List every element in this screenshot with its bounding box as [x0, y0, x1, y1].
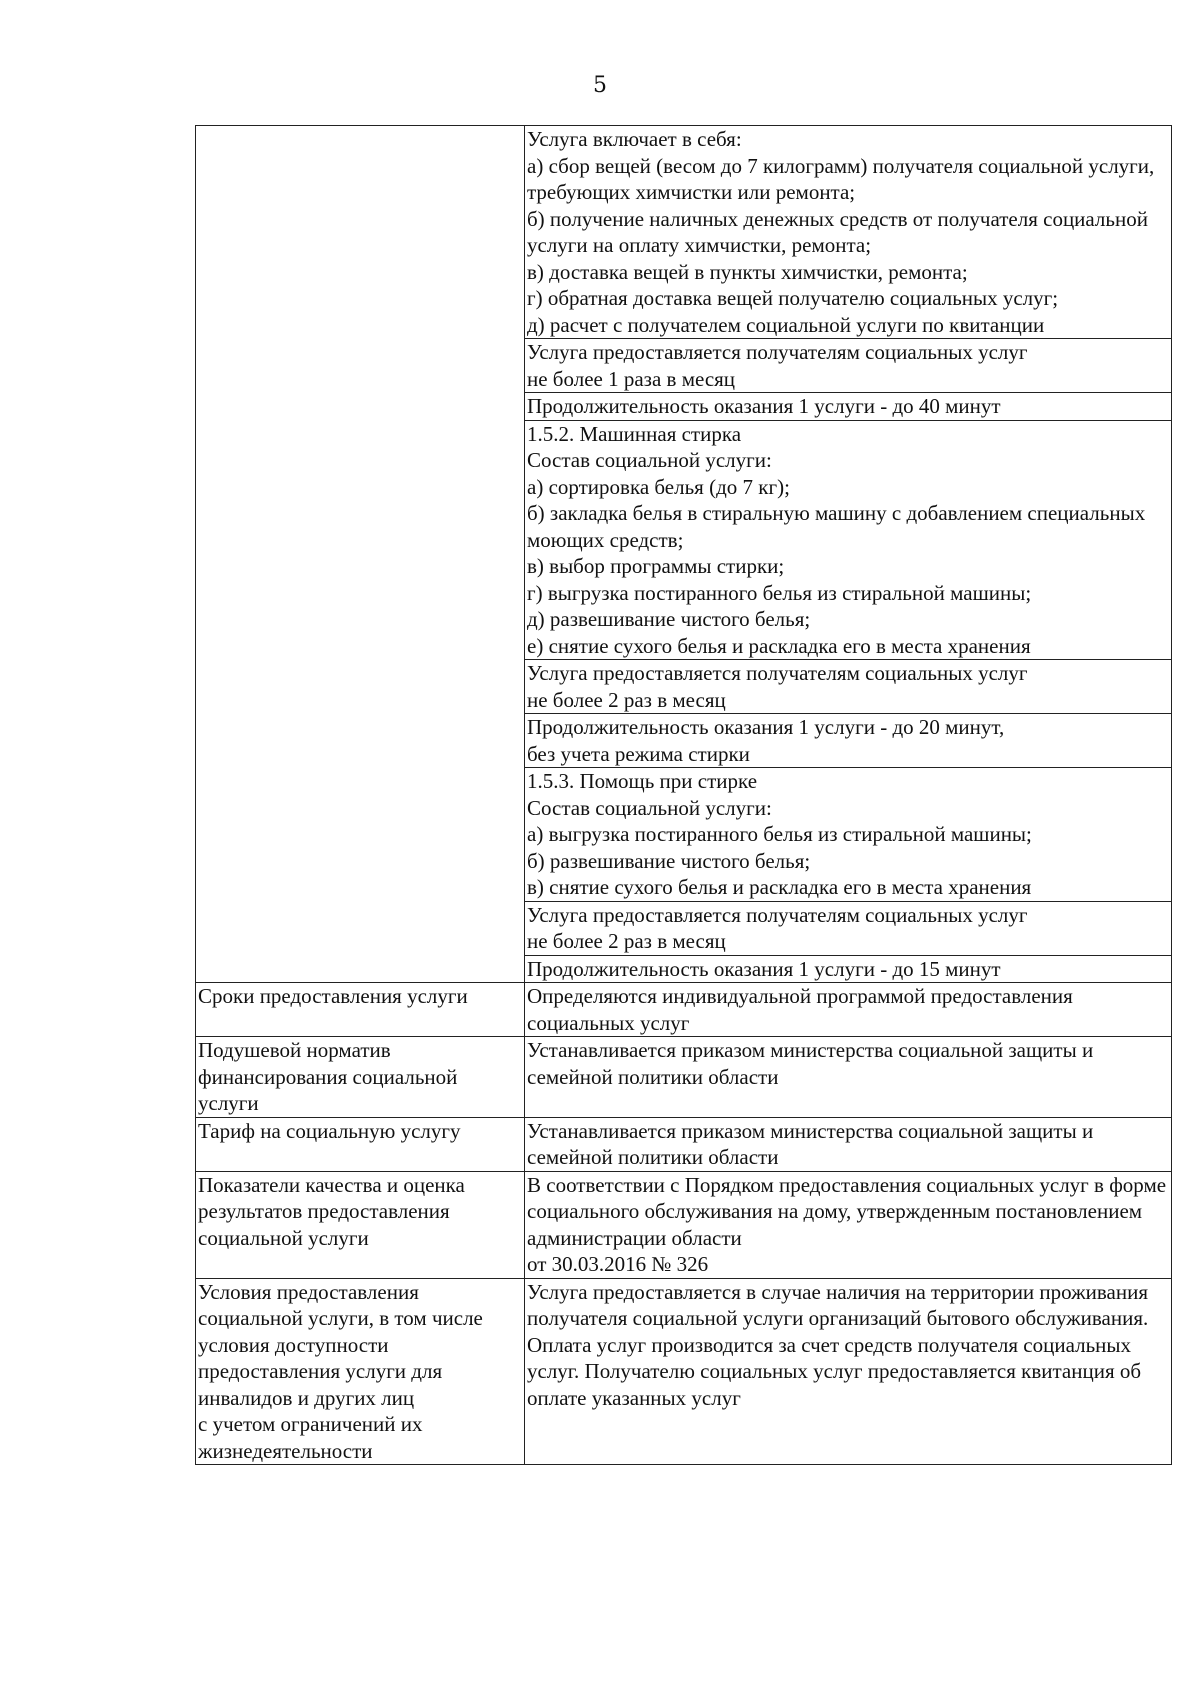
table-row [196, 1117, 1172, 1171]
table-cell-right: Определяются индивидуальной программой предоставления социальных услуг [525, 983, 1172, 1037]
table-cell-left: Условия предоставления социальной услуги, в том числе условия доступности предоставления услуги для инвалидов и других лиц с учетом ограничений их жизнедеятельности [196, 1278, 525, 1465]
table-cell-right: Услуга предоставляется получателям социальных услуг не более 2 раз в месяц [525, 660, 1172, 714]
page-number: 5 [593, 73, 607, 98]
table-row [196, 983, 1172, 1037]
table-cell-right: 1.5.2. Машинная стирка Состав социальной услуги: а) сортировка белья (до 7 кг); б) закладка белья в стиральную машину с добавлением специальных моющих средств; в) выбор программы стирки; г) выгрузка постиранного белья из стиральной машины; д) развешивание чистого белья; е) снятие сухого белья и раскладка его в места хранения [525, 420, 1172, 660]
table-cell-left: Сроки предоставления услуги [196, 983, 525, 1037]
table-cell-left [196, 126, 525, 983]
table-cell-right: Услуга предоставляется получателям социальных услуг не более 2 раз в месяц [525, 901, 1172, 955]
table-cell-right: Продолжительность оказания 1 услуги - до 20 минут, без учета режима стирки [525, 714, 1172, 768]
table-cell-right: Устанавливается приказом министерства социальной защиты и семейной политики области [525, 1117, 1172, 1171]
table-row [196, 1278, 1172, 1465]
table-cell-right: Устанавливается приказом министерства социальной защиты и семейной политики области [525, 1037, 1172, 1118]
table-cell-left: Подушевой норматив финансирования социальной услуги [196, 1037, 525, 1118]
table-cell-right: Продолжительность оказания 1 услуги - до 15 минут [525, 955, 1172, 983]
table-cell-right: Услуга предоставляется получателям социальных услуг не более 1 раза в месяц [525, 339, 1172, 393]
service-table [195, 125, 1172, 1465]
table-cell-right: Услуга предоставляется в случае наличия на территории проживания получателя социальной услуги организаций бытового обслуживания. Оплата услуг производится за счет средств получателя социальных услуг. Получателю социальных услуг предоставляется квитанция об оплате указанных услуг [525, 1278, 1172, 1465]
table-cell-right: 1.5.3. Помощь при стирке Состав социальной услуги: а) выгрузка постиранного белья из стиральной машины; б) развешивание чистого белья; в) снятие сухого белья и раскладка его в места хранения [525, 768, 1172, 902]
table-row [196, 1171, 1172, 1278]
table-cell-right: Услуга включает в себя: а) сбор вещей (весом до 7 килограмм) получателя социальной услуги, требующих химчистки или ремонта; б) получение наличных денежных средств от получателя социальной услуги на оплату химчистки, ремонта; в) доставка вещей в пункты химчистки, ремонта; г) обратная доставка вещей получателю социальных услуг; д) расчет с получателем социальной услуги по квитанции [525, 126, 1172, 339]
table-row [196, 126, 1172, 339]
table-cell-left: Тариф на социальную услугу [196, 1117, 525, 1171]
table-cell-right: Продолжительность оказания 1 услуги - до 40 минут [525, 393, 1172, 421]
table-cell-right: В соответствии с Порядком предоставления социальных услуг в форме социального обслуживания на дому, утвержденным постановлением администрации области от 30.03.2016 № 326 [525, 1171, 1172, 1278]
table-row [196, 1037, 1172, 1118]
table-cell-left: Показатели качества и оценка результатов предоставления социальной услуги [196, 1171, 525, 1278]
